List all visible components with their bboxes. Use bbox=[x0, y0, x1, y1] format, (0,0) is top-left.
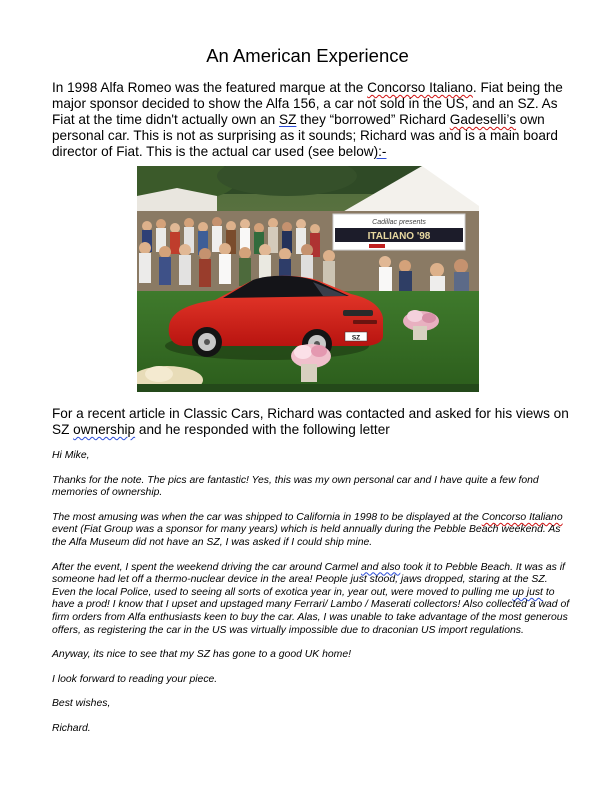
intro-text-1: In 1998 Alfa Romeo was the featured marque at the bbox=[52, 80, 368, 95]
letter-p2-text-a: The most amusing was when the car was shipped to California in 1998 to be displayed at the bbox=[52, 511, 482, 523]
letter-sign-off: Best wishes, bbox=[52, 698, 111, 710]
lead-text-2: and he responded with the following letter bbox=[135, 422, 390, 437]
intro-text-3: they “borrowed” Richard bbox=[296, 112, 450, 127]
letter-p3-text-a: After the event, I spent the weekend driving the car around Carmel bbox=[52, 561, 362, 573]
letter-paragraph-2 bbox=[52, 512, 572, 550]
car-photo bbox=[137, 166, 479, 392]
banner-line2: ITALIANO '98 bbox=[367, 231, 431, 242]
intro-text-2: . Fiat being the major sponsor decided to show the Alfa 156, a car not sold in the US, and an SZ. As Fiat at the time didn't actually own an bbox=[52, 80, 563, 127]
grammar-sz: SZ bbox=[279, 112, 297, 127]
letter-greeting: Hi Mike, bbox=[52, 450, 90, 461]
letter-p3-text-b: took it to Pebble Beach. It was as if someone had let off a thermo-nuclear device in the area! People just stood, jaws dropped, staring at the SZ. Even the local Police, used to seeing all sorts of exotica year in, year out, were moved to pulling me bbox=[52, 561, 565, 598]
letter-signature: Richard. bbox=[52, 722, 91, 734]
intro-paragraph bbox=[52, 80, 572, 160]
grammar-and-also: and also bbox=[361, 561, 401, 573]
grammar-up-just: up just bbox=[512, 586, 543, 598]
grammar-colon: ):- bbox=[373, 144, 387, 159]
letter-body bbox=[52, 450, 572, 748]
lead-text-1: For a recent article in Classic Cars, Richard was contacted and asked for his views on SZ bbox=[52, 406, 569, 437]
spellcheck-letter-concorso: Concorso Italiano bbox=[481, 511, 563, 523]
letter-p3-text-c: to have a prod! I know that I upset and upstaged many Ferrari/ Lambo / Maserati collectors! Also collected a wad of firm orders from Alfa enthusiasts keen to buy the car. Alas, I was unable to take advantage of the most generous offers, as registering the car in the US was virtually impossible due to draconian US import regulations. bbox=[52, 586, 570, 636]
lead-paragraph bbox=[52, 406, 572, 438]
letter-paragraph-3 bbox=[52, 562, 572, 638]
letter-paragraph-1: Thanks for the note. The pics are fantastic! Yes, this was my own personal car and I have quite a few fond memories of ownership. bbox=[52, 474, 539, 499]
letter-paragraph-5: I look forward to reading your piece. bbox=[52, 673, 218, 685]
spellcheck-gadeselli: Gadeselli’s bbox=[449, 112, 517, 127]
car-photo-illustration bbox=[137, 166, 479, 392]
grammar-ownership: ownership bbox=[73, 422, 136, 437]
letter-paragraph-4: Anyway, its nice to see that my SZ has gone to a good UK home! bbox=[52, 649, 351, 661]
letter-p2-text-b: event (Fiat Group was a sponsor for many years) which is held annually during the Pebble Beach weekend. As the Alfa Museum did not have an SZ, I was asked if I could ship mine. bbox=[52, 524, 561, 548]
page-title: An American Experience bbox=[206, 45, 409, 66]
banner-line1: Cadillac presents bbox=[372, 219, 426, 226]
spellcheck-concorso: Concorso Italiano bbox=[367, 80, 473, 95]
number-plate: SZ bbox=[351, 334, 361, 342]
intro-text-4: own personal car. This is not as surprising as it sounds; Richard was and is a main board director of Fiat. This is the actual car used (see below bbox=[52, 112, 558, 159]
